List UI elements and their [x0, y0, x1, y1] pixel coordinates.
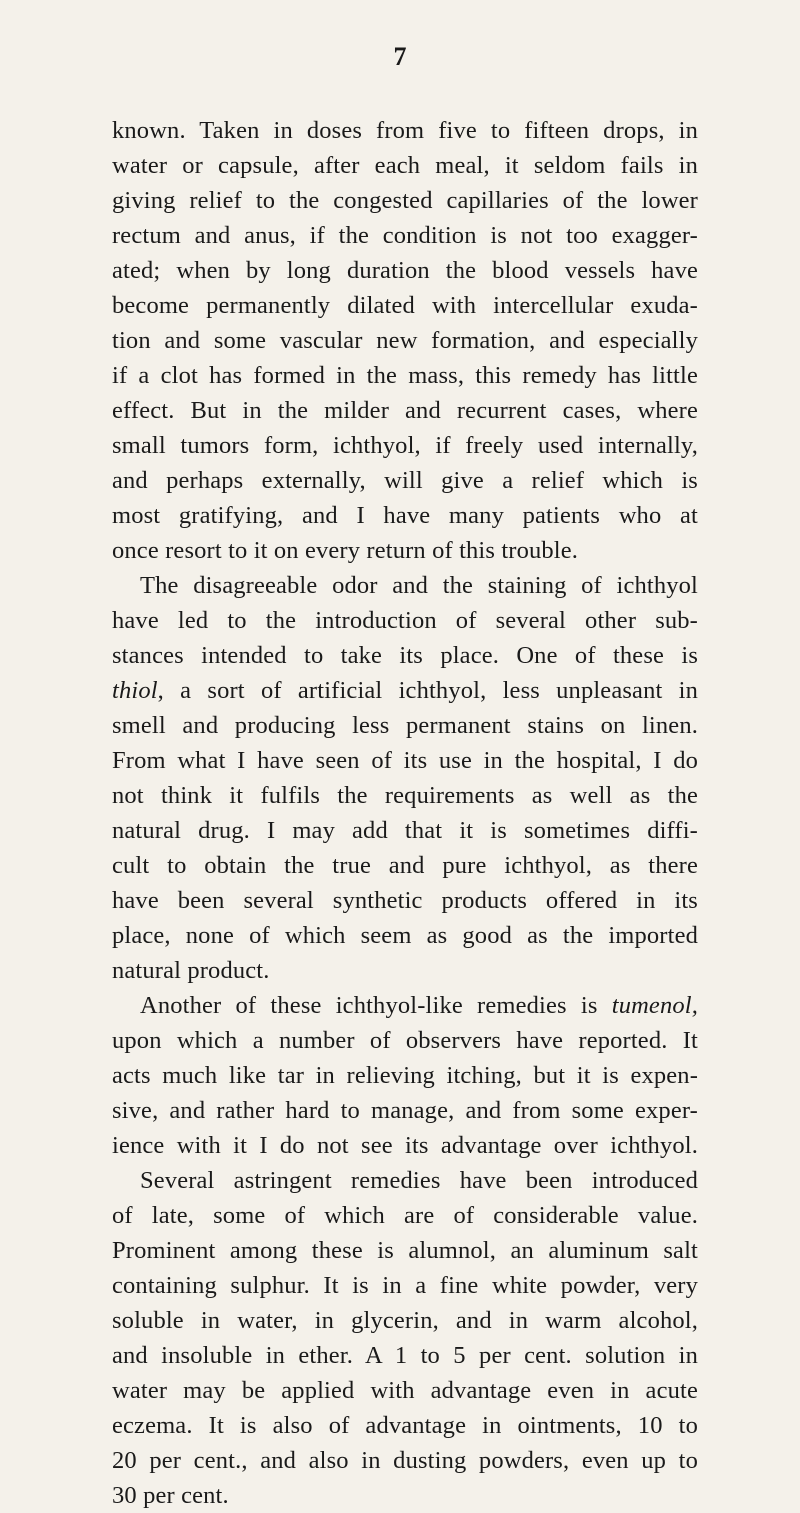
text-line: rectum and anus, if the condition is not too exagger-	[112, 222, 698, 249]
text-line: and perhaps externally, will give a relief which is	[112, 467, 698, 494]
text-line: of late, some of which are of considerable value.	[112, 1202, 698, 1229]
line-text: Another of these ichthyol-like remedies is	[140, 992, 612, 1019]
text-line: The disagreeable odor and the staining of ichthyol	[140, 572, 698, 599]
text-line: ated; when by long duration the blood vessels have	[112, 257, 698, 284]
text-line: and insoluble in ether. A 1 to 5 per cent. solution in	[112, 1342, 698, 1369]
text-line	[112, 988, 698, 1023]
text-line	[112, 673, 698, 708]
text-line: not think it fulfils the requirements as well as the	[112, 782, 698, 809]
text-line: eczema. It is also of advantage in ointments, 10 to	[112, 1412, 698, 1439]
italic-term: tumenol,	[611, 992, 698, 1019]
text-line: smell and producing less permanent stains on linen.	[112, 712, 698, 739]
text-line: 20 per cent., and also in dusting powders, even up to	[112, 1447, 698, 1474]
page-number: 7	[393, 42, 407, 71]
line-text: , a sort of artificial ichthyol, less unpleasant in	[157, 677, 698, 704]
text-line: place, none of which seem as good as the imported	[112, 922, 698, 949]
text-line: 30 per cent.	[112, 1482, 229, 1509]
text-line: water may be applied with advantage even in acute	[112, 1377, 698, 1404]
text-line: upon which a number of observers have reported. It	[112, 1027, 698, 1054]
text-line: become permanently dilated with intercellular exuda-	[112, 292, 698, 319]
text-line: Several astringent remedies have been introduced	[140, 1167, 698, 1194]
text-line: small tumors form, ichthyol, if freely used internally,	[112, 432, 698, 459]
text-line: most gratifying, and I have many patients who at	[112, 502, 698, 529]
text-line: natural drug. I may add that it is sometimes diffi-	[112, 817, 698, 844]
text-line: giving relief to the congested capillaries of the lower	[112, 187, 698, 214]
text-line: have led to the introduction of several other sub-	[112, 607, 698, 634]
text-line: tion and some vascular new formation, and especially	[112, 327, 698, 354]
text-line: effect. But in the milder and recurrent cases, where	[112, 397, 698, 424]
text-line: have been several synthetic products offered in its	[112, 887, 698, 914]
text-line: From what I have seen of its use in the hospital, I do	[112, 747, 698, 774]
text-line: if a clot has formed in the mass, this remedy has little	[112, 362, 698, 389]
text-line: Prominent among these is alumnol, an aluminum salt	[112, 1237, 698, 1264]
italic-term: thiol	[112, 677, 158, 704]
text-line: once resort to it on every return of this trouble.	[112, 537, 579, 564]
body-text	[112, 113, 698, 1513]
text-line: water or capsule, after each meal, it seldom fails in	[112, 152, 698, 179]
text-line: stances intended to take its place. One of these is	[112, 642, 698, 669]
text-line: soluble in water, in glycerin, and in warm alcohol,	[112, 1307, 698, 1334]
text-line: sive, and rather hard to manage, and from some exper-	[112, 1097, 698, 1124]
text-line: acts much like tar in relieving itching, but it is expen-	[112, 1062, 698, 1089]
text-line: ience with it I do not see its advantage over ichthyol.	[112, 1132, 698, 1159]
text-line: containing sulphur. It is in a fine white powder, very	[112, 1272, 698, 1299]
text-line: cult to obtain the true and pure ichthyol, as there	[112, 852, 698, 879]
text-line: known. Taken in doses from five to fifteen drops, in	[112, 117, 698, 144]
text-line: natural product.	[112, 957, 270, 984]
